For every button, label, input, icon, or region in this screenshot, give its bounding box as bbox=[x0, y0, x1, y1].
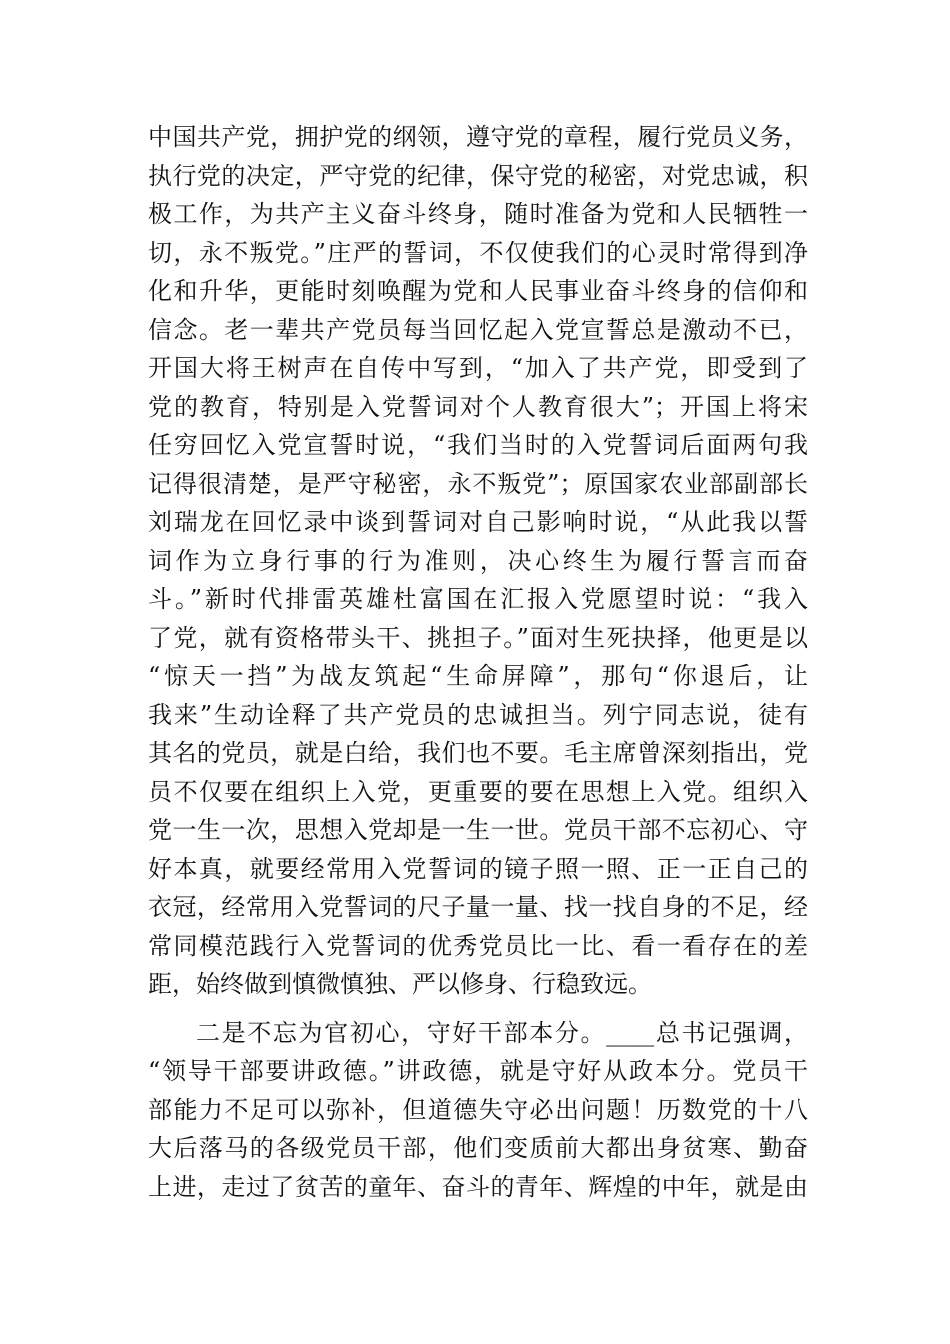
paragraph bbox=[148, 118, 808, 1004]
text-line: 极工作，为共产主义奋斗终身，随时准备为党和人民牺牲一 bbox=[148, 200, 808, 228]
text-line: 部能力不足可以弥补，但道德失守必出问题！历数党的十八 bbox=[148, 1095, 808, 1124]
text-line: 开国大将王树声在自传中写到，“加入了共产党，即受到了 bbox=[148, 354, 808, 382]
text-line: 其名的党员，就是白给，我们也不要。毛主席曾深刻指出，党 bbox=[148, 739, 808, 767]
text-line: 衣冠，经常用入党誓词的尺子量一量、找一找自身的不足，经 bbox=[148, 893, 808, 921]
text-line: “惊天一挡”为战友筑起“生命屏障”，那句“你退后，让 bbox=[148, 662, 808, 690]
text-line: 距，始终做到慎微慎独、严以修身、行稳致远。 bbox=[148, 970, 652, 998]
document-body bbox=[148, 118, 808, 1206]
text-line: 了党，就有资格带头干、挑担子。”面对生死抉择，他更是以 bbox=[148, 623, 808, 652]
text-line: 斗。”新时代排雷英雄杜富国在汇报入党愿望时说：“我入 bbox=[148, 585, 808, 613]
text-line: 党的教育，特别是入党誓词对个人教育很大”；开国上将宋 bbox=[148, 392, 808, 421]
paragraph-gap bbox=[148, 1004, 808, 1014]
text-line: 中国共产党，拥护党的纲领，遵守党的章程，履行党员义务， bbox=[148, 123, 808, 151]
text-line: 我来”生动诠释了共产党员的忠诚担当。列宁同志说，徒有 bbox=[148, 700, 808, 729]
text-line: 执行党的决定，严守党的纪律，保守党的秘密，对党忠诚，积 bbox=[148, 161, 808, 190]
text-line: 词作为立身行事的行为准则，决心终生为履行誓言而奋 bbox=[148, 546, 808, 575]
text-line: 大后落马的各级党员干部，他们变质前大都出身贫寒、勤奋 bbox=[148, 1134, 808, 1162]
text-line: 任穷回忆入党宣誓时说，“我们当时的入党誓词后面两句我 bbox=[148, 431, 808, 459]
text-line: 好本真，就要经常用入党誓词的镜子照一照、正一正自己的 bbox=[148, 854, 808, 883]
text-line: 刘瑞龙在回忆录中谈到誓词对自己影响时说，“从此我以誓 bbox=[148, 508, 808, 536]
text-line: “领导干部要讲政德。”讲政德，就是守好从政本分。党员干 bbox=[148, 1057, 808, 1085]
paragraph bbox=[148, 1014, 808, 1207]
text-line: 上进，走过了贫苦的童年、奋斗的青年、辉煌的中年，就是由 bbox=[148, 1172, 808, 1201]
text-line: 信念。老一辈共产党员每当回忆起入党宣誓总是激动不已， bbox=[148, 315, 808, 344]
text-line: 记得很清楚，是严守秘密，永不叛党”；原国家农业部副部长 bbox=[148, 469, 808, 498]
text-line: 党一生一次，思想入党却是一生一世。党员干部不忘初心、守 bbox=[148, 816, 808, 844]
text-line: 化和升华，更能时刻唤醒为党和人民事业奋斗终身的信仰和 bbox=[148, 277, 808, 305]
text-line: 切，永不叛党。”庄严的誓词，不仅使我们的心灵时常得到净 bbox=[148, 238, 808, 267]
text-line: 二是不忘为官初心，守好干部本分。____总书记强调， bbox=[196, 1018, 808, 1047]
text-line: 员不仅要在组织上入党，更重要的要在思想上入党。组织入 bbox=[148, 777, 808, 806]
text-line: 常同模范践行入党誓词的优秀党员比一比、看一看存在的差 bbox=[148, 931, 808, 960]
